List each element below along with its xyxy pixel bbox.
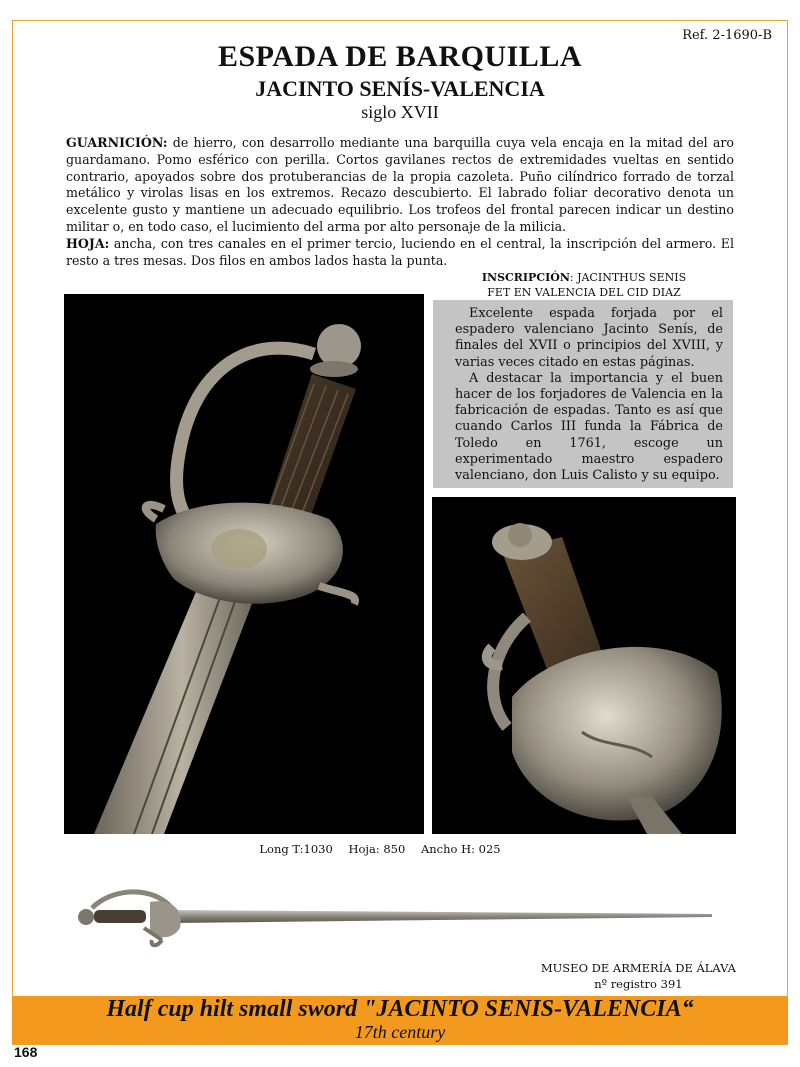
guarnicion-label: GUARNICIÓN: <box>66 135 168 150</box>
century-label: siglo XVII <box>361 102 439 122</box>
sword-cup-photo <box>432 497 736 834</box>
blade-length: Hoja: 850 <box>348 842 406 856</box>
reference-number: Ref. 2-1690-B <box>682 28 772 43</box>
english-title-banner <box>12 996 788 1044</box>
length-total: Long T:1030 <box>259 842 333 856</box>
museum-register: nº registro 391 <box>594 977 683 991</box>
museum-name: MUSEO DE ARMERÍA DE ÁLAVA <box>540 961 736 975</box>
blade-width: Ancho H: 025 <box>420 842 501 856</box>
description-paragraph-2: A destacar la importancia y el buen hacer de los forjadores de Valencia en la fabricación de espadas. Tanto es así que cuando Carlos III funda la Fábrica de Toledo en 1761, escoge un experimentado maestro espadero valenciano, don Luis Calisto y su equipo. <box>455 370 723 484</box>
page-number: 168 <box>14 1044 38 1060</box>
full-sword-image <box>72 880 722 964</box>
museum-credit <box>541 960 736 992</box>
guarnicion-paragraph <box>66 135 734 236</box>
hoja-paragraph <box>66 236 734 270</box>
sword-hilt-photo <box>64 294 424 834</box>
description-text <box>66 135 734 269</box>
english-title: Half cup hilt small sword "JACINTO SENIS-VALENCIA“ <box>106 996 694 1022</box>
description-paragraph-1: Excelente espada forjada por el espadero valenciano Jacinto Senís, de finales del XVII o principios del XVIII, y varias veces citado en estas páginas. <box>455 306 723 370</box>
inscription-block <box>438 270 730 300</box>
page-title: ESPADA DE BARQUILLA <box>217 40 582 73</box>
hoja-text: ancha, con tres canales en el primer tercio, luciendo en el central, la inscripción del armero. El resto a tres mesas. Dos filos en ambos lados hasta la punta. <box>66 235 734 268</box>
inscription-label: INSCRIPCIÓN <box>481 271 570 284</box>
page-subtitle: JACINTO SENÍS-VALENCIA <box>255 76 545 101</box>
guarnicion-text: de hierro, con desarrollo mediante una barquilla cuya vela encaja en la mitad del aro guardamano. Pomo esférico con perilla. Cortos gavilanes rectos de extremidades vueltas en sentido contrario, apoyados sobre dos protuberancias de la propia cazoleta. Puño cilíndrico forrado de torzal metálico y virolas lisas en los extremos. Recazo descubierto. El labrado foliar decorativo denota un excelente gusto y mantiene un adecuado equilibrio. Los trofeos del frontal parecen indicar un destino militar o, en todo caso, el lucimiento del arma por alto personaje de la milicia. <box>66 135 734 234</box>
inscription-line-1: : JACINTHUS SENIS <box>569 271 687 284</box>
english-century: 17th century <box>354 1022 446 1042</box>
measurements <box>0 842 760 856</box>
description-box <box>433 300 733 488</box>
inscription-line-2: FET EN VALENCIA DEL CID DIAZ <box>487 286 681 299</box>
hoja-label: HOJA: <box>66 235 110 251</box>
